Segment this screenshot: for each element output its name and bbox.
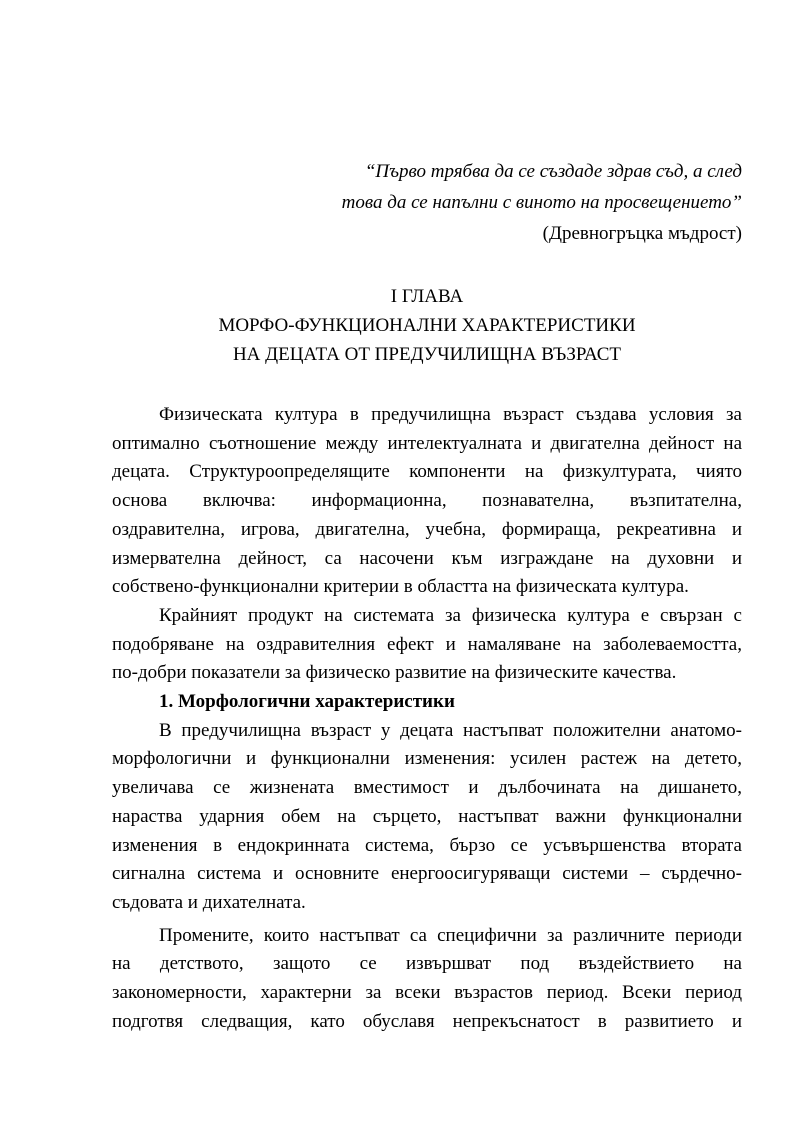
chapter-title-line-2: НА ДЕЦАТА ОТ ПРЕДУЧИЛИЩНА ВЪЗРАСТ <box>232 344 622 365</box>
paragraph-2 <box>112 602 742 688</box>
paragraph-line: основа включва: информационна, познавателна, възпитателна, <box>112 490 742 512</box>
paragraph-line: по-добри показатели за физическо развитие на физическите качества. <box>112 662 677 684</box>
paragraph-line: подобряване на оздравителния ефект и намаляване на заболеваемостта, <box>112 633 742 655</box>
epigraph <box>112 156 742 249</box>
paragraph-line: закономерности, характерни за всеки възрастов период. Всеки период <box>112 982 742 1004</box>
chapter-title-line-1: МОРФО-ФУНКЦИОНАЛНИ ХАРАКТЕРИСТИКИ <box>218 315 636 336</box>
paragraph-line: подготвя следващия, като обуславя непрекъснатост в развитието и <box>112 1010 742 1032</box>
epigraph-line-1: “Първо трябва да се създаде здрав съд, а след <box>364 161 742 182</box>
paragraph-line: Крайният продукт на системата за физическа култура е свързан с <box>159 604 742 626</box>
chapter-heading <box>112 282 742 369</box>
paragraph-1 <box>112 401 742 602</box>
paragraph-line: увеличава се жизнената вместимост и дълбочината на дишането, <box>112 777 742 799</box>
paragraph-line: Физическата култура в предучилищна възраст създава условия за <box>159 404 742 425</box>
paragraph-line: измервателна дейност, са насочени към изграждане на духовни и <box>112 547 742 569</box>
paragraph-line: Промените, които настъпват са специфични за различните периоди <box>159 924 742 946</box>
paragraph-3 <box>112 717 742 918</box>
paragraph-line: собствено-функционални критерии в областта на физическата култура. <box>112 576 689 598</box>
paragraph-line: съдовата и дихателната. <box>112 891 306 913</box>
paragraph-4 <box>112 922 742 1037</box>
paragraph-line: В предучилищна възраст у децата настъпват положителни анатомо- <box>159 719 742 741</box>
paragraph-line: нараства ударния обем на сърцето, настъпват важни функционални <box>112 805 742 827</box>
paragraph-line: изменения в ендокринната система, бързо се усъвършенства втората <box>112 834 742 856</box>
epigraph-source: (Древногръцка мъдрост) <box>542 223 742 244</box>
epigraph-line-2: това да се напълни с виното на просвещението” <box>341 192 742 213</box>
paragraph-line: морфологични и функционални изменения: усилен растеж на детето, <box>112 748 742 770</box>
paragraph-line: на детството, защото се извършват под въздействието на <box>112 953 742 975</box>
paragraph-line: децата. Структуроопределящите компоненти на физкултурата, чиято <box>112 461 742 483</box>
section-heading-1: 1. Морфологични характеристики <box>159 691 455 713</box>
paragraph-line: сигнална система и основните енергоосигуряващи системи – сърдечно- <box>112 863 742 885</box>
paragraph-line: оптимално съотношение между интелектуалната и двигателна дейност на <box>112 432 742 454</box>
body-text <box>112 401 742 1036</box>
chapter-number: I ГЛАВА <box>390 286 464 307</box>
paragraph-line: оздравителна, игрова, двигателна, учебна, формираща, рекреативна и <box>112 518 742 540</box>
